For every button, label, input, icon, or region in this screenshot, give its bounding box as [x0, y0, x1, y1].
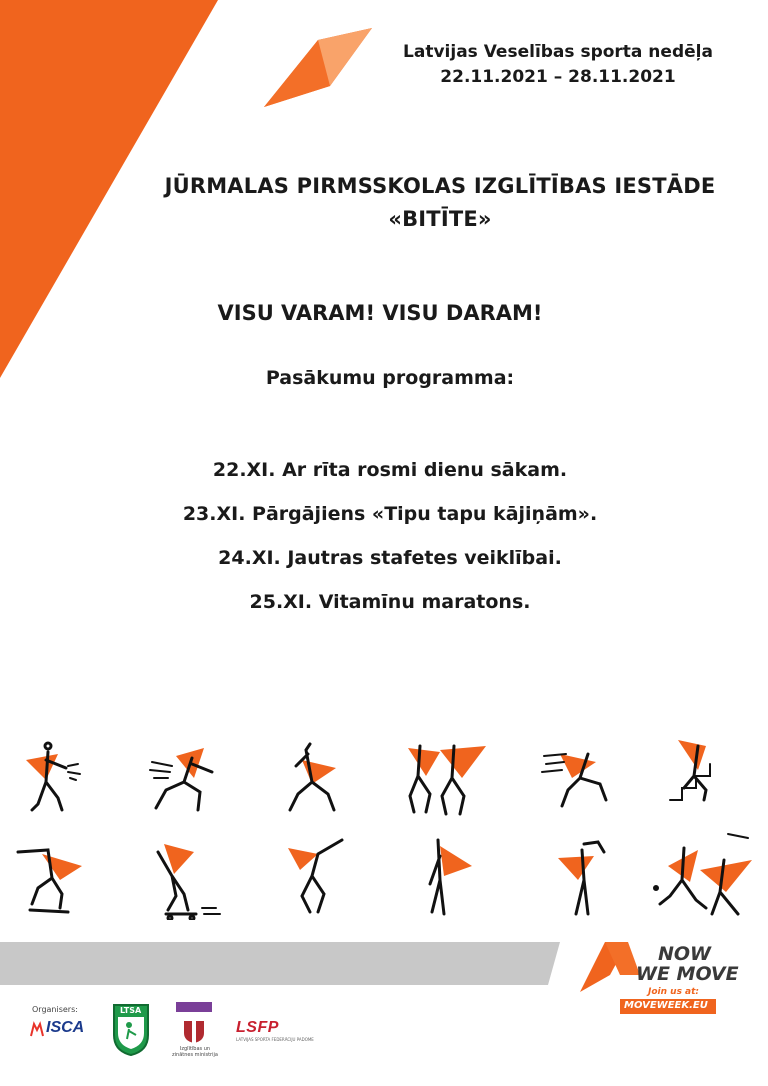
now-we-move-logo — [636, 944, 739, 984]
walker-icon — [418, 836, 478, 920]
event-item: 23.XI. Pārgājiens «Tipu tapu kājiņām». — [182, 503, 598, 525]
roller-skater-icon — [18, 738, 88, 818]
footballers-icon — [648, 830, 758, 920]
motto: VISU VARAM! VISU DARAM! — [217, 301, 543, 325]
school-name-line1: JŪRMALAS PIRMSSKOLAS IZGLĪTĪBAS IESTĀDE — [164, 174, 716, 198]
lsfp-text: LSFP — [236, 1019, 279, 1036]
organisers-label: Organisers: — [32, 1005, 78, 1014]
stretcher-icon — [554, 836, 624, 920]
join-us-text: Join us at: — [648, 987, 700, 997]
isca-logo — [30, 1018, 100, 1040]
event-dates: 22.11.2021 – 28.11.2021 — [440, 67, 676, 87]
skateboarder-icon — [150, 836, 225, 920]
coat-of-arms-icon — [179, 1018, 209, 1044]
now-text: NOW — [658, 943, 712, 965]
we-move-text: WE MOVE — [636, 963, 739, 985]
program-title: Pasākumu programma: — [265, 367, 515, 389]
event-item: 25.XI. Vitamīnu maratons. — [249, 591, 531, 613]
sport-figures — [0, 730, 768, 930]
skater-icon — [12, 838, 92, 918]
ministry-text: Izglītības un zinātnes ministrija — [172, 1046, 218, 1058]
school-name-line2: «BITĪTE» — [388, 207, 492, 231]
event-title: Latvijas Veselības sporta nedēļa — [403, 42, 713, 62]
runner-icon — [148, 738, 223, 818]
lsfp-subtitle: LATVIJAS SPORTA FEDERĀCIJU PADOME — [236, 1037, 314, 1042]
isca-text: ISCA — [46, 1019, 85, 1036]
stair-climber-icon — [664, 736, 744, 816]
now-we-move-logo-icon — [580, 942, 640, 992]
school-name — [160, 170, 720, 236]
ministry-purple-bar — [176, 1002, 212, 1012]
event-header — [368, 40, 748, 90]
gray-band — [0, 942, 560, 985]
ltsa-logo — [112, 1003, 150, 1057]
dancer-icon — [282, 836, 352, 920]
lsfp-logo — [236, 1019, 316, 1049]
isca-mark-icon — [30, 1020, 44, 1038]
events-list — [100, 457, 680, 633]
event-item: 24.XI. Jautras stafetes veiklībai. — [218, 547, 562, 569]
ministry-logo — [172, 1002, 218, 1064]
event-item: 22.XI. Ar rīta rosmi dienu sākam. — [212, 459, 568, 481]
runners-group-icon — [400, 736, 490, 820]
ltsa-text: LTSA — [120, 1006, 142, 1015]
dashing-runner-icon — [540, 740, 620, 816]
moveweek-url: MOVEWEEK.EU — [624, 1000, 708, 1011]
sprinter-icon — [282, 738, 352, 818]
moveweek-logo-icon — [264, 28, 372, 107]
